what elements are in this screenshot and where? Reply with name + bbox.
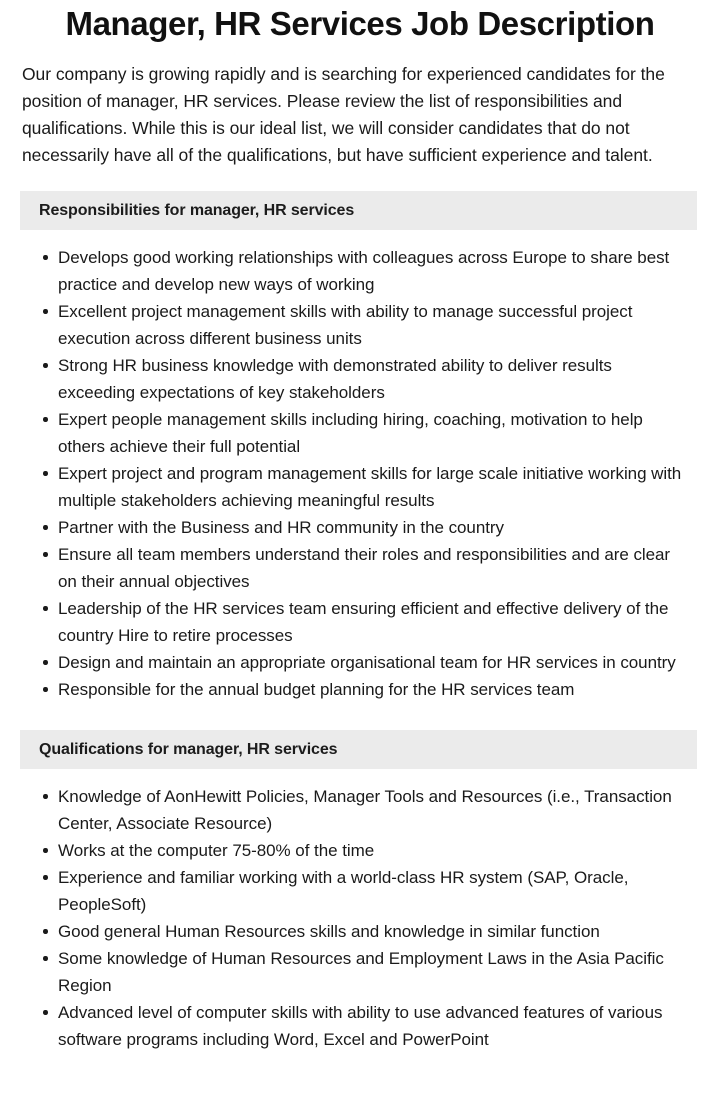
- list-item: [0, 406, 720, 460]
- list-item-text: Develops good working relationships with colleagues across Europe to share best practice and develop new ways of working: [58, 248, 670, 294]
- list-item: [0, 649, 720, 676]
- bullet-icon: [43, 956, 48, 961]
- list-item-text: Advanced level of computer skills with ability to use advanced features of various software programs including Word, Excel and PowerPoint: [58, 1003, 663, 1049]
- bullet-icon: [43, 929, 48, 934]
- list-item: [0, 999, 720, 1053]
- list-item-text: Some knowledge of Human Resources and Employment Laws in the Asia Pacific Region: [58, 949, 664, 995]
- list-item-text: Knowledge of AonHewitt Policies, Manager Tools and Resources (i.e., Transaction Center, Associate Resource): [58, 787, 672, 833]
- list-item-text: Expert project and program management skills for large scale initiative working with multiple stakeholders achieving meaningful results: [58, 464, 682, 510]
- list-item-text: Experience and familiar working with a world-class HR system (SAP, Oracle, PeopleSoft): [58, 868, 629, 914]
- list-item-text: Excellent project management skills with ability to manage successful project execution across different business units: [58, 302, 633, 348]
- qualifications-list: [0, 769, 720, 1053]
- bullet-icon: [43, 363, 48, 368]
- bullet-icon: [43, 525, 48, 530]
- list-item-text: Good general Human Resources skills and knowledge in similar function: [58, 922, 600, 941]
- bullet-icon: [43, 552, 48, 557]
- bullet-icon: [43, 794, 48, 799]
- list-item-text: Expert people management skills including hiring, coaching, motivation to help others achieve their full potential: [58, 410, 643, 456]
- list-item-text: Leadership of the HR services team ensuring efficient and effective delivery of the country Hire to retire processes: [58, 599, 669, 645]
- bullet-icon: [43, 471, 48, 476]
- list-item: [0, 945, 720, 999]
- bullet-icon: [43, 1010, 48, 1015]
- bullet-icon: [43, 417, 48, 422]
- list-item: [0, 595, 720, 649]
- bullet-icon: [43, 309, 48, 314]
- responsibilities-section: [0, 191, 720, 703]
- list-item: [0, 541, 720, 595]
- bullet-icon: [43, 687, 48, 692]
- responsibilities-heading: Responsibilities for manager, HR services: [20, 191, 697, 230]
- intro-paragraph: Our company is growing rapidly and is searching for experienced candidates for the position of manager, HR services. Please review the list of responsibilities and qualifications. While this is our ideal list, we will consider candidates that do not necessarily have all of the qualifications, but have sufficient experience and talent.: [22, 64, 665, 165]
- qualifications-heading: Qualifications for manager, HR services: [20, 730, 697, 769]
- list-item-text: Partner with the Business and HR community in the country: [58, 518, 504, 537]
- bullet-icon: [43, 660, 48, 665]
- list-item: [0, 244, 720, 298]
- list-item: [0, 352, 720, 406]
- bullet-icon: [43, 255, 48, 260]
- list-item: [0, 676, 720, 703]
- list-item: [0, 298, 720, 352]
- list-item: [0, 514, 720, 541]
- list-item: [0, 837, 720, 864]
- qualifications-section: [0, 730, 720, 1053]
- bullet-icon: [43, 606, 48, 611]
- list-item-text: Responsible for the annual budget planning for the HR services team: [58, 680, 575, 699]
- list-item: [0, 864, 720, 918]
- list-item-text: Ensure all team members understand their roles and responsibilities and are clear on their annual objectives: [58, 545, 671, 591]
- responsibilities-list: [0, 230, 720, 703]
- list-item-text: Strong HR business knowledge with demonstrated ability to deliver results exceeding expectations of key stakeholders: [58, 356, 612, 402]
- list-item: [0, 783, 720, 837]
- list-item: [0, 460, 720, 514]
- list-item-text: Works at the computer 75-80% of the time: [58, 841, 375, 860]
- bullet-icon: [43, 875, 48, 880]
- list-item: [0, 918, 720, 945]
- list-item-text: Design and maintain an appropriate organisational team for HR services in country: [58, 653, 676, 672]
- page-title: Manager, HR Services Job Description: [65, 5, 655, 42]
- bullet-icon: [43, 848, 48, 853]
